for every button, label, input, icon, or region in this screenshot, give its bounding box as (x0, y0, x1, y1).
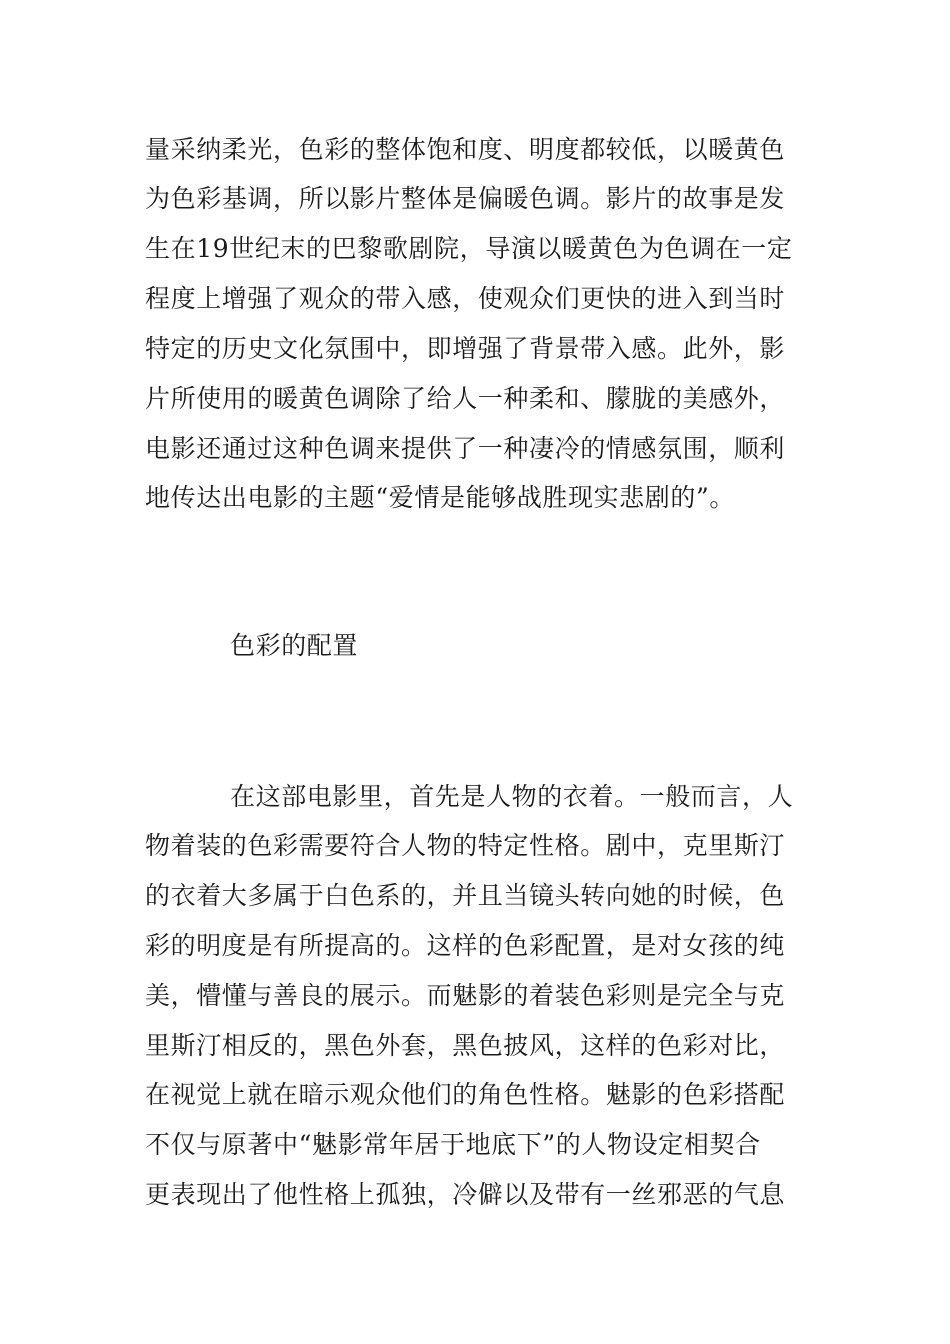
paragraph-2-line-5: 美，懵懂与善良的展示。而魅影的着装色彩则是完全与克 (145, 981, 786, 1010)
paragraph-1-line-4: 程度上增强了观众的带入感，使观众们更快的进入到当时 (145, 284, 786, 313)
paragraph-1-line-2: 为色彩基调，所以影片整体是偏暖色调。影片的故事是发 (145, 184, 786, 213)
paragraph-2-line-2: 物着装的色彩需要符合人物的特定性格。剧中，克里斯汀 (145, 831, 786, 860)
paragraph-2-line-8: 不仅与原著中“魅影常年居于地底下”的人物设定相契合 (145, 1130, 761, 1159)
paragraph-2-line-9: 更表现出了他性格上孤独，冷僻以及带有一丝邪恶的气息 (145, 1180, 786, 1209)
paragraph-2-line-4: 彩的明度是有所提高的。这样的色彩配置，是对女孩的纯 (145, 931, 786, 960)
paragraph-2-line-6: 里斯汀相反的，黑色外套，黑色披风，这样的色彩对比， (145, 1031, 786, 1060)
paragraph-2-line-3: 的衣着大多属于白色系的，并且当镜头转向她的时候，色 (145, 881, 786, 910)
section-heading: 色彩的配置 (230, 631, 359, 660)
paragraph-1-line-3: 生在19世纪末的巴黎歌剧院，导演以暖黄色为色调在一定 (145, 234, 793, 263)
paragraph-1-line-7: 电影还通过这种色调来提供了一种凄冷的情感氛围，顺利 (145, 434, 786, 463)
paragraph-1-line-5: 特定的历史文化氛围中，即增强了背景带入感。此外，影 (145, 334, 786, 363)
paragraph-1-line-1: 量采纳柔光，色彩的整体饱和度、明度都较低，以暖黄色 (145, 135, 786, 164)
paragraph-1-line-8: 地传达出电影的主题“爱情是能够战胜现实悲剧的”。 (145, 483, 735, 512)
paragraph-1-line-6: 片所使用的暖黄色调除了给人一种柔和、朦胧的美感外， (145, 384, 786, 413)
paragraph-2-line-7: 在视觉上就在暗示观众他们的角色性格。魅影的色彩搭配 (145, 1080, 786, 1109)
paragraph-2-line-1: 在这部电影里，首先是人物的衣着。一般而言，人 (230, 782, 794, 811)
